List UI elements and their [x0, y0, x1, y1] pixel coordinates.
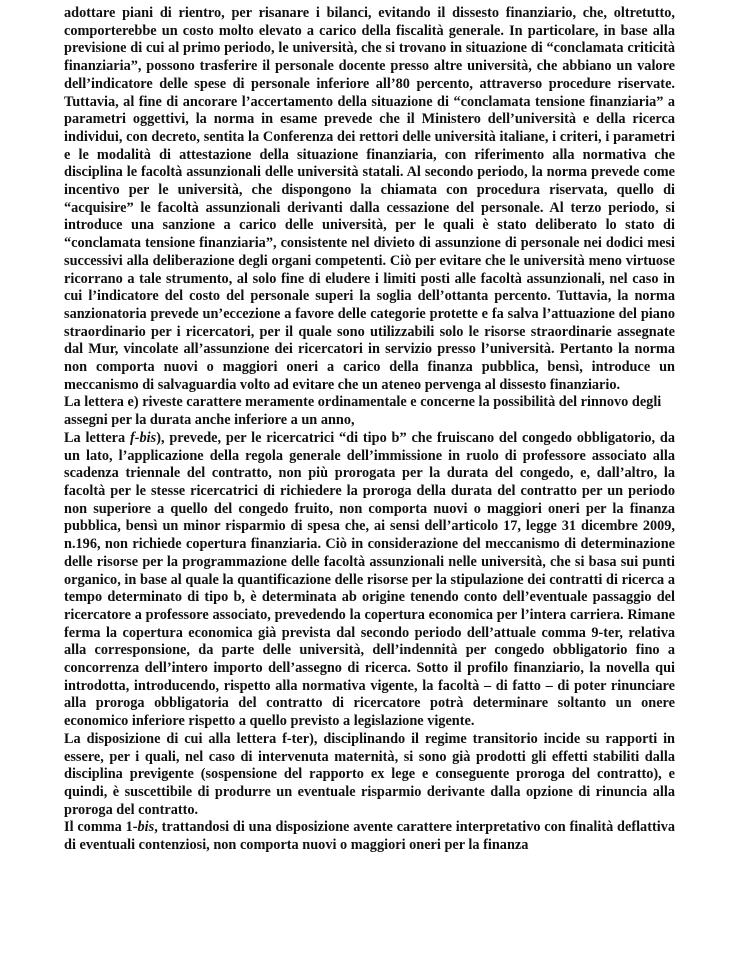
paragraph-5: [64, 819, 675, 854]
paragraph-2: [64, 394, 675, 429]
paragraph-5-text-a: Il comma 1-: [64, 819, 138, 836]
document-page: [64, 5, 675, 855]
paragraph-3-italic: f-bis: [129, 429, 157, 446]
paragraph-4-text: La disposizione di cui alla lettera f-ter), disciplinando il regime transitorio incide su rapporti in essere, per i quali, nel caso di intervenuta maternità, si sono già prodotti gli effetti stabiliti dalla disciplina previgente (sospensione del rapporto ex lege e conseguente proroga del contratto), e quindi, è suscettibile di produrre un eventuale risparmio derivante dalla opzione di rinuncia alla proroga del contratto.: [64, 730, 675, 818]
paragraph-4: [64, 731, 675, 820]
paragraph-3: [64, 430, 675, 731]
paragraph-1: [64, 5, 675, 394]
paragraph-5-italic: bis: [137, 819, 155, 836]
paragraph-5-text-b: , trattandosi di una disposizione avente carattere interpretativo con finalità deflattiva di eventuali contenziosi, non comporta nuovi o maggiori oneri per la finanza: [64, 819, 676, 854]
paragraph-2-text: La lettera e) riveste carattere meramente ordinamentale e concerne la possibilità del rinnovo degli assegni per la durata anche inferiore a un anno,: [64, 394, 662, 429]
paragraph-3-text-a: La lettera: [64, 429, 130, 446]
paragraph-3-text-b: ), prevede, per le ricercatrici “di tipo b” che fruiscano del congedo obbligatorio, da un lato, l’applicazione della regola generale dell’immissione in ruolo di professore associato alla scadenza triennale del contratto, non più prorogata per la durata del congedo, e, dall’altro, la facoltà per le stesse ricercatrici di richiedere la proroga della durata del contratto per un periodo non superiore a quello del congedo fruito, non comporta nuovi o maggiori oneri per la finanza pubblica, bensì un minor risparmio di spesa che, ai sensi dell’articolo 17, legge 31 dicembre 2009, n.196, non richiede copertura finanziaria. Ciò in considerazione del meccanismo di determinazione delle risorse per la programmazione delle facoltà assunzionali nelle università, che si basa sui punti organico, in base al quale la quantificazione delle risorse per la stipulazione dei contratti di ricerca a tempo determinato di tipo b, è determinata ab origine tenendo conto dell’eventuale passaggio del ricercatore a professore associato, prevedendo la copertura economica per l’intera carriera. Rimane ferma la copertura economica già prevista dal secondo periodo dell’attuale comma 9-ter, relativa alla corresponsione, da parte delle università, dell’indennità per congedo obbligatorio fino a concorrenza dell’intero importo dell’assegno di ricerca. Sotto il profilo finanziario, la novella qui introdotta, introducendo, rispetto alla normativa vigente, la facoltà – di fatto – di poter rinunciare alla proroga obbligatoria del contratto di ricercatore potrà determinare soltanto un onere economico inferiore rispetto a quello previsto a legislazione vigente.: [64, 429, 675, 730]
paragraph-1-text: adottare piani di rientro, per risanare i bilanci, evitando il dissesto finanziario, che, oltretutto, comporterebbe un costo molto elevato a carico della fiscalità generale. In particolare, in base alla previsione di cui al primo periodo, le università, che si trovano in situazione di “conclamata criticità finanziaria”, possono trasferire il personale docente presso altre università, che abbiano un valore dell’indicatore delle spese di personale inferiore all’80 percento, attraverso procedure riservate. Tuttavia, al fine di ancorare l’accertamento della situazione di “conclamata tensione finanziaria” a parametri oggettivi, la norma in esame prevede che il Ministero dell’università e della ricerca individui, con decreto, sentita la Conferenza dei rettori delle università italiane, i criteri, i parametri e le modalità di attestazione della situazione finanziaria, con riferimento alla normativa che disciplina le facoltà assunzionali delle università statali. Al secondo periodo, la norma prevede come incentivo per le università, che dispongono la chiamata con procedura riservata, quello di “acquisire” le facoltà assunzionali derivanti dalla cessazione del personale. Al terzo periodo, si introduce una sanzione a carico delle università, per le quali è stato deliberato lo stato di “conclamata tensione finanziaria”, consistente nel divieto di assunzione di personale nei dodici mesi successivi alla deliberazione degli organi competenti. Ciò per evitare che le università meno virtuose ricorrano a tale strumento, al solo fine di eludere i limiti posti alle facoltà assunzionali, nel caso in cui l’indicatore del costo del personale superi la soglia dell’ottanta percento. Tuttavia, la norma sanzionatoria prevede un’eccezione a favore delle categorie protette e fa salva l’attuazione del piano straordinario per i ricercatori, per il quale sono utilizzabili solo le risorse straordinarie assegnate dal Mur, vincolate all’assunzione dei ricercatori in servizio presso l’università. Pertanto la norma non comporta nuovi o maggiori oneri a carico della finanza pubblica, bensì, introduce un meccanismo di salvaguardia volto ad evitare che un ateneo pervenga al dissesto finanziario.: [64, 5, 675, 393]
